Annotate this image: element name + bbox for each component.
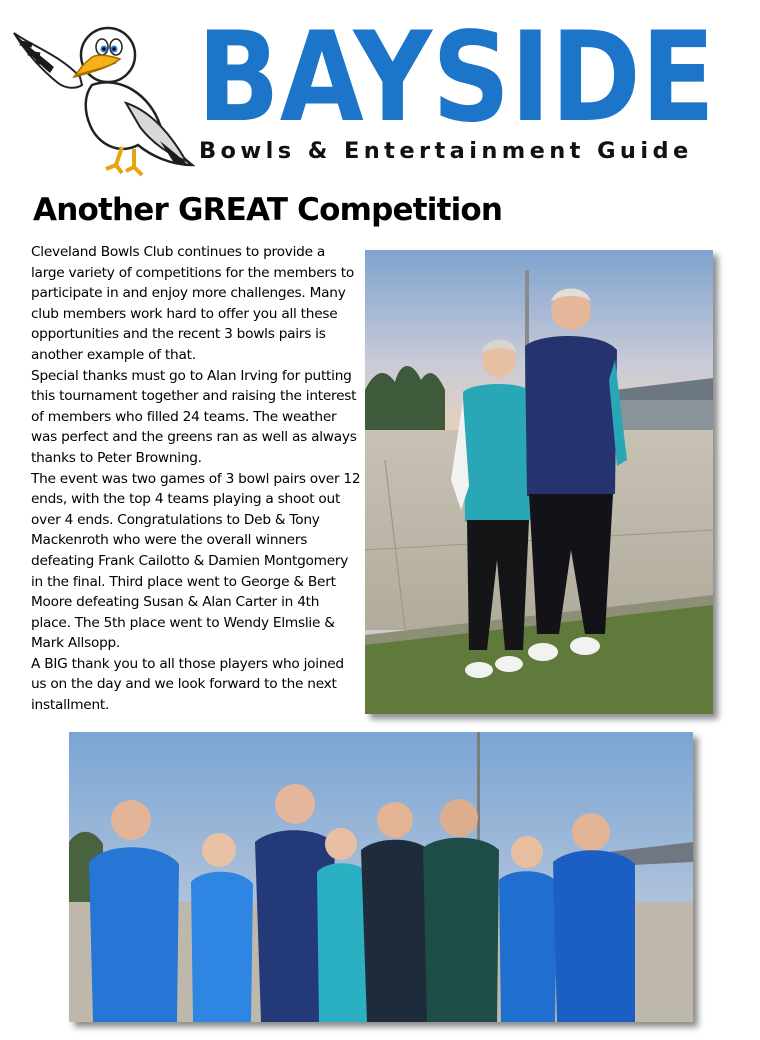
seagull-mascot-icon (10, 15, 195, 183)
article-paragraph: The event was two games of 3 bowl pairs over 12 ends, with the top 4 teams playing a shoot out over 4 ends. Congratulations to Deb & Tony Mackenroth who were the overall winners defeating Frank Cailotto & Damien Montgomery in the final. Third place went to George & Bert Moore defeating Susan & Alan Carter in 4th place. The 5th place went to Wendy Elmslie & Mark Allsopp. (31, 470, 361, 652)
article-paragraph: Special thanks must go to Alan Irving for putting this tournament together and raising the interest of members who filled 24 teams. The weather was perfect and the greens ran as well as always thanks to Peter Browning. (31, 367, 357, 466)
article-body (31, 242, 361, 716)
article-headline: Another GREAT Competition (33, 192, 503, 228)
masthead-title: BAYSIDE (197, 26, 715, 126)
group-photo (69, 732, 693, 1022)
masthead-tagline: Bowls & Entertainment Guide (199, 138, 693, 164)
article-paragraph: A BIG thank you to all those players who joined us on the day and we look forward to the next installment. (31, 655, 344, 714)
masthead-logo (197, 26, 717, 126)
winners-photo (365, 250, 713, 714)
article-paragraph: Cleveland Bowls Club continues to provide a large variety of competitions for the members to participate in and enjoy more challenges. Many club members work hard to offer you all these opportunities and the recent 3 bowls pairs is another example of that. (31, 244, 354, 363)
